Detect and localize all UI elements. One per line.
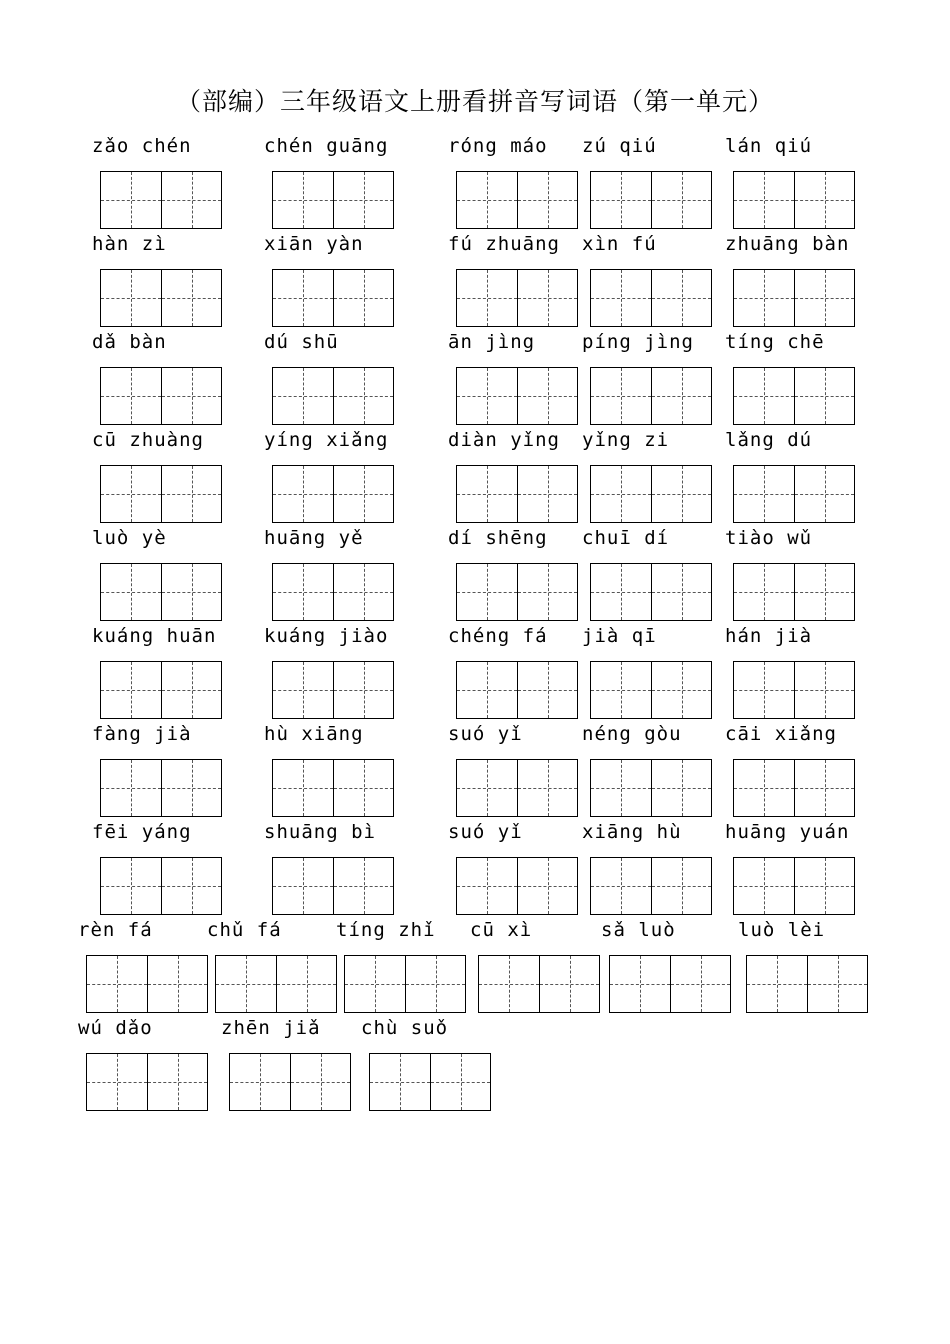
writing-grid[interactable] <box>733 171 855 229</box>
tianzige-cell[interactable] <box>405 956 465 1012</box>
tianzige-cell[interactable] <box>161 662 221 718</box>
pinyin-label: chéng fá <box>448 625 548 647</box>
word-row <box>0 429 950 531</box>
writing-grid[interactable] <box>100 661 222 719</box>
tianzige-cell[interactable] <box>517 858 577 914</box>
tianzige-cell[interactable] <box>747 956 807 1012</box>
tianzige-cell[interactable] <box>517 662 577 718</box>
tianzige-cell[interactable] <box>794 368 854 424</box>
tianzige-cell[interactable] <box>101 662 161 718</box>
pinyin-label: huāng yuán <box>725 821 850 843</box>
tianzige-cell[interactable] <box>479 956 539 1012</box>
tianzige-cell[interactable] <box>161 466 221 522</box>
tianzige-cell[interactable] <box>273 662 333 718</box>
pinyin-label: tiào wǔ <box>725 527 813 549</box>
tianzige-cell[interactable] <box>794 466 854 522</box>
tianzige-cell[interactable] <box>333 172 393 228</box>
pinyin-label: hàn zì <box>92 233 167 255</box>
word-row <box>0 821 950 923</box>
pinyin-label: kuáng jiào <box>264 625 389 647</box>
pinyin-label: lǎng dú <box>725 429 813 451</box>
pinyin-label: chuī dí <box>582 527 670 549</box>
pinyin-label: chén guāng <box>264 135 389 157</box>
tianzige-cell[interactable] <box>794 564 854 620</box>
tianzige-cell[interactable] <box>517 466 577 522</box>
pinyin-label: xiāng hù <box>582 821 682 843</box>
tianzige-cell[interactable] <box>290 1054 350 1110</box>
pinyin-label: yíng xiǎng <box>264 429 389 451</box>
tianzige-cell[interactable] <box>230 1054 290 1110</box>
writing-grid[interactable] <box>456 367 578 425</box>
page-title: （部编）三年级语文上册看拼音写词语（第一单元） <box>175 87 774 116</box>
pinyin-label: yǐng zi <box>582 429 670 451</box>
writing-grid[interactable] <box>100 367 222 425</box>
pinyin-label: cāi xiǎng <box>725 723 837 745</box>
pinyin-label: ān jìng <box>448 331 536 353</box>
pinyin-label: xìn fú <box>582 233 657 255</box>
writing-grid[interactable] <box>86 1053 208 1111</box>
tianzige-cell[interactable] <box>345 956 405 1012</box>
writing-grid[interactable] <box>100 857 222 915</box>
writing-grid[interactable] <box>272 857 394 915</box>
pinyin-label: kuáng huān <box>92 625 217 647</box>
tianzige-cell[interactable] <box>539 956 599 1012</box>
tianzige-cell[interactable] <box>161 172 221 228</box>
tianzige-cell[interactable] <box>651 466 711 522</box>
pinyin-label: fēi yáng <box>92 821 192 843</box>
tianzige-cell[interactable] <box>794 172 854 228</box>
tianzige-cell[interactable] <box>333 368 393 424</box>
writing-grid[interactable] <box>272 759 394 817</box>
writing-grid[interactable] <box>590 563 712 621</box>
tianzige-cell[interactable] <box>161 760 221 816</box>
pinyin-label: tíng zhǐ <box>336 919 436 941</box>
pinyin-label: zhuāng bàn <box>725 233 850 255</box>
tianzige-cell[interactable] <box>273 858 333 914</box>
tianzige-cell[interactable] <box>651 270 711 326</box>
tianzige-cell[interactable] <box>591 466 651 522</box>
word-row <box>0 135 950 237</box>
tianzige-cell[interactable] <box>333 564 393 620</box>
tianzige-cell[interactable] <box>333 858 393 914</box>
pinyin-label: luò yè <box>92 527 167 549</box>
pinyin-label: zǎo chén <box>92 135 192 157</box>
tianzige-cell[interactable] <box>276 956 336 1012</box>
tianzige-cell[interactable] <box>101 760 161 816</box>
pinyin-label: hán jià <box>725 625 813 647</box>
tianzige-cell[interactable] <box>651 662 711 718</box>
pinyin-label: zhēn jiǎ <box>221 1017 321 1039</box>
tianzige-cell[interactable] <box>734 564 794 620</box>
word-row <box>0 1017 950 1119</box>
writing-grid[interactable] <box>272 171 394 229</box>
pinyin-label: dí shēng <box>448 527 548 549</box>
pinyin-label: néng gòu <box>582 723 682 745</box>
writing-grid[interactable] <box>590 661 712 719</box>
writing-grid[interactable] <box>100 269 222 327</box>
pinyin-label: lán qiú <box>725 135 813 157</box>
tianzige-cell[interactable] <box>734 466 794 522</box>
pinyin-label: róng máo <box>448 135 548 157</box>
writing-grid[interactable] <box>100 171 222 229</box>
pinyin-label: huāng yě <box>264 527 364 549</box>
writing-grid[interactable] <box>733 661 855 719</box>
tianzige-cell[interactable] <box>333 466 393 522</box>
writing-grid[interactable] <box>456 269 578 327</box>
tianzige-cell[interactable] <box>101 466 161 522</box>
tianzige-cell[interactable] <box>273 564 333 620</box>
tianzige-cell[interactable] <box>333 270 393 326</box>
writing-grid[interactable] <box>100 465 222 523</box>
pinyin-label: fàng jià <box>92 723 192 745</box>
pinyin-label: suó yǐ <box>448 723 523 745</box>
pinyin-label: diàn yǐng <box>448 429 560 451</box>
writing-grid[interactable] <box>590 269 712 327</box>
pinyin-label: rèn fá <box>78 919 153 941</box>
writing-grid[interactable] <box>272 563 394 621</box>
tianzige-cell[interactable] <box>734 368 794 424</box>
writing-grid[interactable] <box>590 759 712 817</box>
tianzige-cell[interactable] <box>591 858 651 914</box>
tianzige-cell[interactable] <box>147 956 207 1012</box>
tianzige-cell[interactable] <box>273 368 333 424</box>
tianzige-cell[interactable] <box>101 564 161 620</box>
tianzige-cell[interactable] <box>457 858 517 914</box>
tianzige-cell[interactable] <box>457 172 517 228</box>
tianzige-cell[interactable] <box>517 368 577 424</box>
tianzige-cell[interactable] <box>101 368 161 424</box>
pinyin-label: suó yǐ <box>448 821 523 843</box>
tianzige-cell[interactable] <box>87 1054 147 1110</box>
tianzige-cell[interactable] <box>651 760 711 816</box>
pinyin-label: cū zhuàng <box>92 429 204 451</box>
writing-grid[interactable] <box>229 1053 351 1111</box>
tianzige-cell[interactable] <box>87 956 147 1012</box>
tianzige-cell[interactable] <box>161 270 221 326</box>
tianzige-cell[interactable] <box>333 662 393 718</box>
writing-grid[interactable] <box>746 955 868 1013</box>
tianzige-cell[interactable] <box>651 172 711 228</box>
pinyin-label: zú qiú <box>582 135 657 157</box>
tianzige-cell[interactable] <box>734 270 794 326</box>
tianzige-cell[interactable] <box>457 270 517 326</box>
writing-grid[interactable] <box>609 955 731 1013</box>
tianzige-cell[interactable] <box>273 270 333 326</box>
tianzige-cell[interactable] <box>273 760 333 816</box>
writing-grid[interactable] <box>590 857 712 915</box>
tianzige-cell[interactable] <box>147 1054 207 1110</box>
writing-grid[interactable] <box>733 465 855 523</box>
writing-grid[interactable] <box>733 857 855 915</box>
writing-grid[interactable] <box>456 465 578 523</box>
writing-grid[interactable] <box>733 367 855 425</box>
tianzige-cell[interactable] <box>457 564 517 620</box>
tianzige-cell[interactable] <box>517 172 577 228</box>
tianzige-cell[interactable] <box>101 270 161 326</box>
writing-grid[interactable] <box>733 759 855 817</box>
tianzige-cell[interactable] <box>610 956 670 1012</box>
tianzige-cell[interactable] <box>670 956 730 1012</box>
tianzige-cell[interactable] <box>734 662 794 718</box>
pinyin-label: tíng chē <box>725 331 825 353</box>
tianzige-cell[interactable] <box>794 760 854 816</box>
writing-grid[interactable] <box>344 955 466 1013</box>
tianzige-cell[interactable] <box>517 270 577 326</box>
word-row <box>0 527 950 629</box>
writing-grid[interactable] <box>456 661 578 719</box>
pinyin-label: chǔ fá <box>207 919 282 941</box>
tianzige-cell[interactable] <box>161 858 221 914</box>
tianzige-cell[interactable] <box>161 368 221 424</box>
tianzige-cell[interactable] <box>161 564 221 620</box>
tianzige-cell[interactable] <box>273 466 333 522</box>
writing-grid[interactable] <box>86 955 208 1013</box>
tianzige-cell[interactable] <box>370 1054 430 1110</box>
tianzige-cell[interactable] <box>457 466 517 522</box>
tianzige-cell[interactable] <box>794 858 854 914</box>
word-row <box>0 233 950 335</box>
pinyin-label: píng jìng <box>582 331 694 353</box>
pinyin-label: fú zhuāng <box>448 233 560 255</box>
writing-grid[interactable] <box>272 367 394 425</box>
tianzige-cell[interactable] <box>734 172 794 228</box>
pinyin-label: luò lèi <box>738 919 826 941</box>
writing-grid[interactable] <box>215 955 337 1013</box>
pinyin-label: chù suǒ <box>361 1017 449 1039</box>
tianzige-cell[interactable] <box>794 662 854 718</box>
tianzige-cell[interactable] <box>591 270 651 326</box>
pinyin-label: dǎ bàn <box>92 331 167 353</box>
tianzige-cell[interactable] <box>591 368 651 424</box>
writing-grid[interactable] <box>272 269 394 327</box>
writing-grid[interactable] <box>272 465 394 523</box>
tianzige-cell[interactable] <box>591 172 651 228</box>
pinyin-label: wú dǎo <box>78 1017 153 1039</box>
tianzige-cell[interactable] <box>333 760 393 816</box>
tianzige-cell[interactable] <box>457 368 517 424</box>
writing-grid[interactable] <box>456 563 578 621</box>
tianzige-cell[interactable] <box>457 760 517 816</box>
writing-grid[interactable] <box>590 367 712 425</box>
writing-grid[interactable] <box>456 759 578 817</box>
writing-grid[interactable] <box>100 563 222 621</box>
tianzige-cell[interactable] <box>734 858 794 914</box>
writing-grid[interactable] <box>369 1053 491 1111</box>
pinyin-label: hù xiāng <box>264 723 364 745</box>
tianzige-cell[interactable] <box>591 662 651 718</box>
tianzige-cell[interactable] <box>517 564 577 620</box>
tianzige-cell[interactable] <box>591 564 651 620</box>
tianzige-cell[interactable] <box>517 760 577 816</box>
tianzige-cell[interactable] <box>591 760 651 816</box>
word-row <box>0 625 950 727</box>
tianzige-cell[interactable] <box>101 172 161 228</box>
word-row <box>0 919 950 1021</box>
writing-grid[interactable] <box>590 465 712 523</box>
tianzige-cell[interactable] <box>216 956 276 1012</box>
writing-grid[interactable] <box>456 171 578 229</box>
word-row <box>0 331 950 433</box>
pinyin-label: shuāng bì <box>264 821 376 843</box>
tianzige-cell[interactable] <box>807 956 867 1012</box>
tianzige-cell[interactable] <box>273 172 333 228</box>
writing-grid[interactable] <box>100 759 222 817</box>
tianzige-cell[interactable] <box>651 368 711 424</box>
tianzige-cell[interactable] <box>430 1054 490 1110</box>
tianzige-cell[interactable] <box>651 564 711 620</box>
pinyin-label: cū xì <box>470 919 533 941</box>
tianzige-cell[interactable] <box>734 760 794 816</box>
writing-grid[interactable] <box>590 171 712 229</box>
pinyin-label: jià qī <box>582 625 657 647</box>
word-row <box>0 723 950 825</box>
writing-grid[interactable] <box>478 955 600 1013</box>
tianzige-cell[interactable] <box>457 662 517 718</box>
tianzige-cell[interactable] <box>794 270 854 326</box>
writing-grid[interactable] <box>272 661 394 719</box>
pinyin-label: sǎ luò <box>601 919 676 941</box>
writing-grid[interactable] <box>733 563 855 621</box>
pinyin-label: xiān yàn <box>264 233 364 255</box>
writing-grid[interactable] <box>733 269 855 327</box>
tianzige-cell[interactable] <box>651 858 711 914</box>
pinyin-label: dú shū <box>264 331 339 353</box>
tianzige-cell[interactable] <box>101 858 161 914</box>
writing-grid[interactable] <box>456 857 578 915</box>
